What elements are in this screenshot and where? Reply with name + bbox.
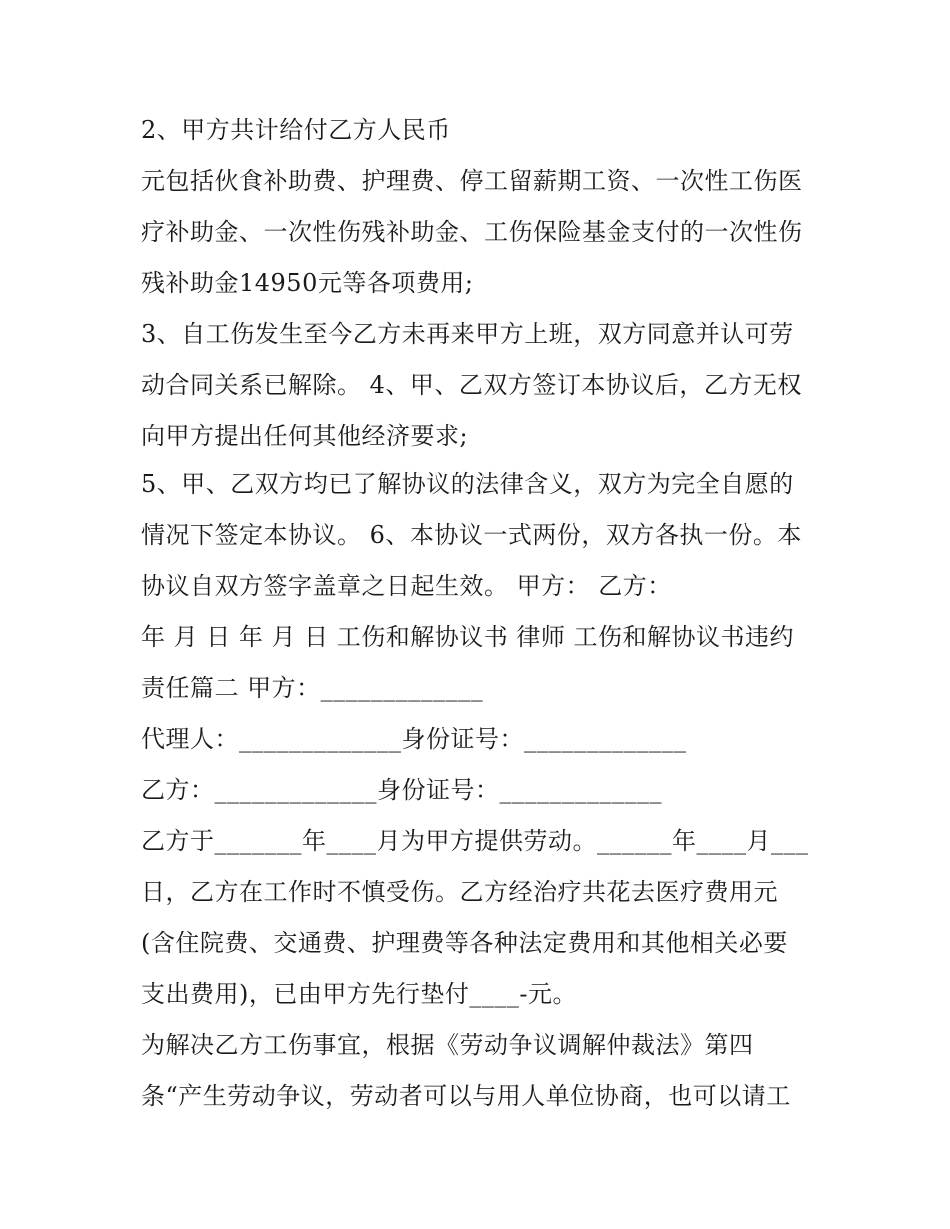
text-line: 向甲方提出任何其他经济要求; bbox=[141, 422, 469, 450]
text-line: 协议自双方签字盖章之日起生效。 甲方： 乙方： bbox=[141, 572, 672, 600]
text-line: 责任篇二 甲方：_____________ bbox=[141, 674, 484, 702]
text-line: 情况下签定本协议。 6、本协议一式两份，双方各执一份。本 bbox=[141, 521, 802, 549]
text-line: 2、甲方共计给付乙方人民币 bbox=[141, 116, 451, 144]
text-line: 为解决乙方工伤事宜，根据《劳动争议调解仲裁法》第四 bbox=[141, 1031, 754, 1059]
text-line: 年 月 日 年 月 日 工伤和解协议书 律师 工伤和解协议书违约 bbox=[141, 623, 795, 651]
text-line: 日，乙方在工作时不慎受伤。乙方经治疗共花去医疗费用元 bbox=[141, 878, 778, 906]
text-line: 3、自工伤发生至今乙方未再来甲方上班，双方同意并认可劳 bbox=[141, 320, 794, 348]
text-line: 疗补助金、一次性伤残补助金、工伤保险基金支付的一次性伤 bbox=[141, 218, 803, 246]
text-line: 支出费用)，已由甲方先行垫付____-元。 bbox=[141, 980, 577, 1008]
text-line: (含住院费、交通费、护理费等各种法定费用和其他相关必要 bbox=[141, 929, 788, 957]
text-line: 乙方：_____________身份证号：_____________ bbox=[141, 776, 662, 804]
text-line: 动合同关系已解除。 4、甲、乙双方签订本协议后，乙方无权 bbox=[141, 371, 802, 399]
text-line: 5、甲、乙双方均已了解协议的法律含义，双方为完全自愿的 bbox=[141, 470, 794, 498]
text-line: 元包括伙食补助费、护理费、停工留薪期工资、一次性工伤医 bbox=[141, 167, 803, 195]
text-line: 残补助金14950元等各项费用; bbox=[141, 269, 474, 297]
text-line: 条“产生劳动争议，劳动者可以与用人单位协商，也可以请工 bbox=[141, 1082, 791, 1110]
text-line: 乙方于_______年____月为甲方提供劳动。______年____月___ bbox=[141, 827, 809, 855]
text-line: 代理人：_____________身份证号：_____________ bbox=[141, 725, 687, 753]
